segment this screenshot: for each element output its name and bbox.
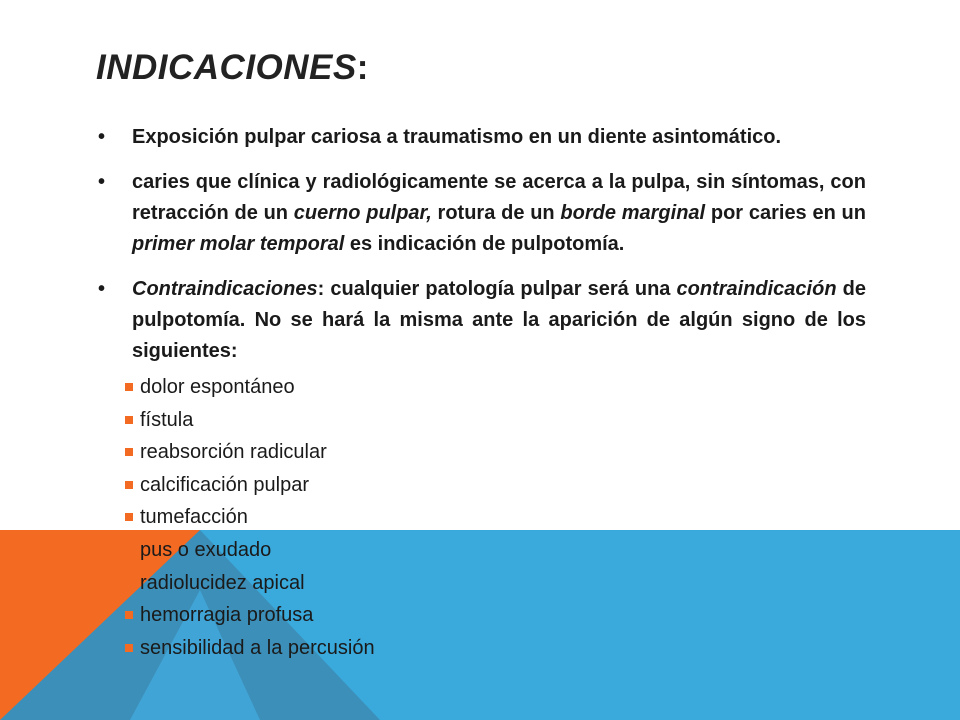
contraindication-sign-list (96, 371, 866, 664)
sub-list-item (96, 599, 866, 632)
bullet-item (96, 122, 866, 153)
square-bullet-icon (125, 416, 133, 424)
sub-item-text: fístula (140, 408, 194, 431)
bullet-text: borde marginal (560, 202, 706, 224)
sub-item-text: sensibilidad a la percusión (140, 636, 375, 659)
square-bullet-icon (125, 383, 133, 391)
sub-list-item (96, 567, 866, 600)
bullet-dot-icon: • (98, 171, 106, 193)
bullet-text: : cualquier patología pulpar será una (317, 278, 677, 300)
bullet-dot-icon: • (98, 278, 106, 300)
sub-item-text: tumefacción (140, 506, 248, 529)
bullet-text: rotura de un (431, 202, 561, 224)
bullet-text: por caries en un (705, 202, 866, 224)
bullet-text: primer molar temporal (132, 233, 345, 255)
slide-content (96, 122, 866, 664)
bullet-item (96, 167, 866, 260)
sub-list-item (96, 534, 866, 567)
square-bullet-icon (125, 644, 133, 652)
bullet-text: caries que clínica y radiológicamente se acerca a la pulpa, sin síntomas, con retracción de un (132, 171, 866, 224)
bullet-text: de pulpotomía. No se hará la misma ante la aparición de algún signo de los siguientes: (132, 278, 866, 362)
bullet-text: contraindicación (676, 278, 837, 300)
sub-list-item (96, 371, 866, 404)
sub-item-text: calcificación pulpar (140, 473, 309, 496)
main-bullet-list (96, 122, 866, 367)
sub-list-item (96, 632, 866, 665)
sub-item-text: reabsorción radicular (140, 441, 327, 464)
bullet-text: Exposición pulpar cariosa a traumatismo en un diente asintomático. (132, 126, 782, 148)
sub-list-item (96, 501, 866, 534)
bullet-item (96, 274, 866, 367)
square-bullet-icon (125, 546, 133, 554)
slide-title: INDICACIONES: (96, 48, 369, 87)
sub-list-item (96, 436, 866, 469)
sub-list-item (96, 404, 866, 437)
sub-item-text: dolor espontáneo (140, 376, 295, 398)
sub-item-text: hemorragia profusa (140, 604, 314, 627)
bullet-text: es indicación de pulpotomía. (344, 233, 625, 255)
sub-item-text: pus o exudado (140, 538, 272, 561)
square-bullet-icon (125, 513, 133, 521)
bullet-text: cuerno pulpar, (293, 202, 432, 224)
sub-item-text: radiolucidez apical (140, 571, 305, 594)
bullet-text: Contraindicaciones (132, 278, 318, 300)
square-bullet-icon (125, 481, 133, 489)
sub-list-item (96, 469, 866, 502)
bullet-dot-icon: • (98, 126, 106, 148)
square-bullet-icon (125, 579, 133, 587)
square-bullet-icon (125, 611, 133, 619)
square-bullet-icon (125, 448, 133, 456)
